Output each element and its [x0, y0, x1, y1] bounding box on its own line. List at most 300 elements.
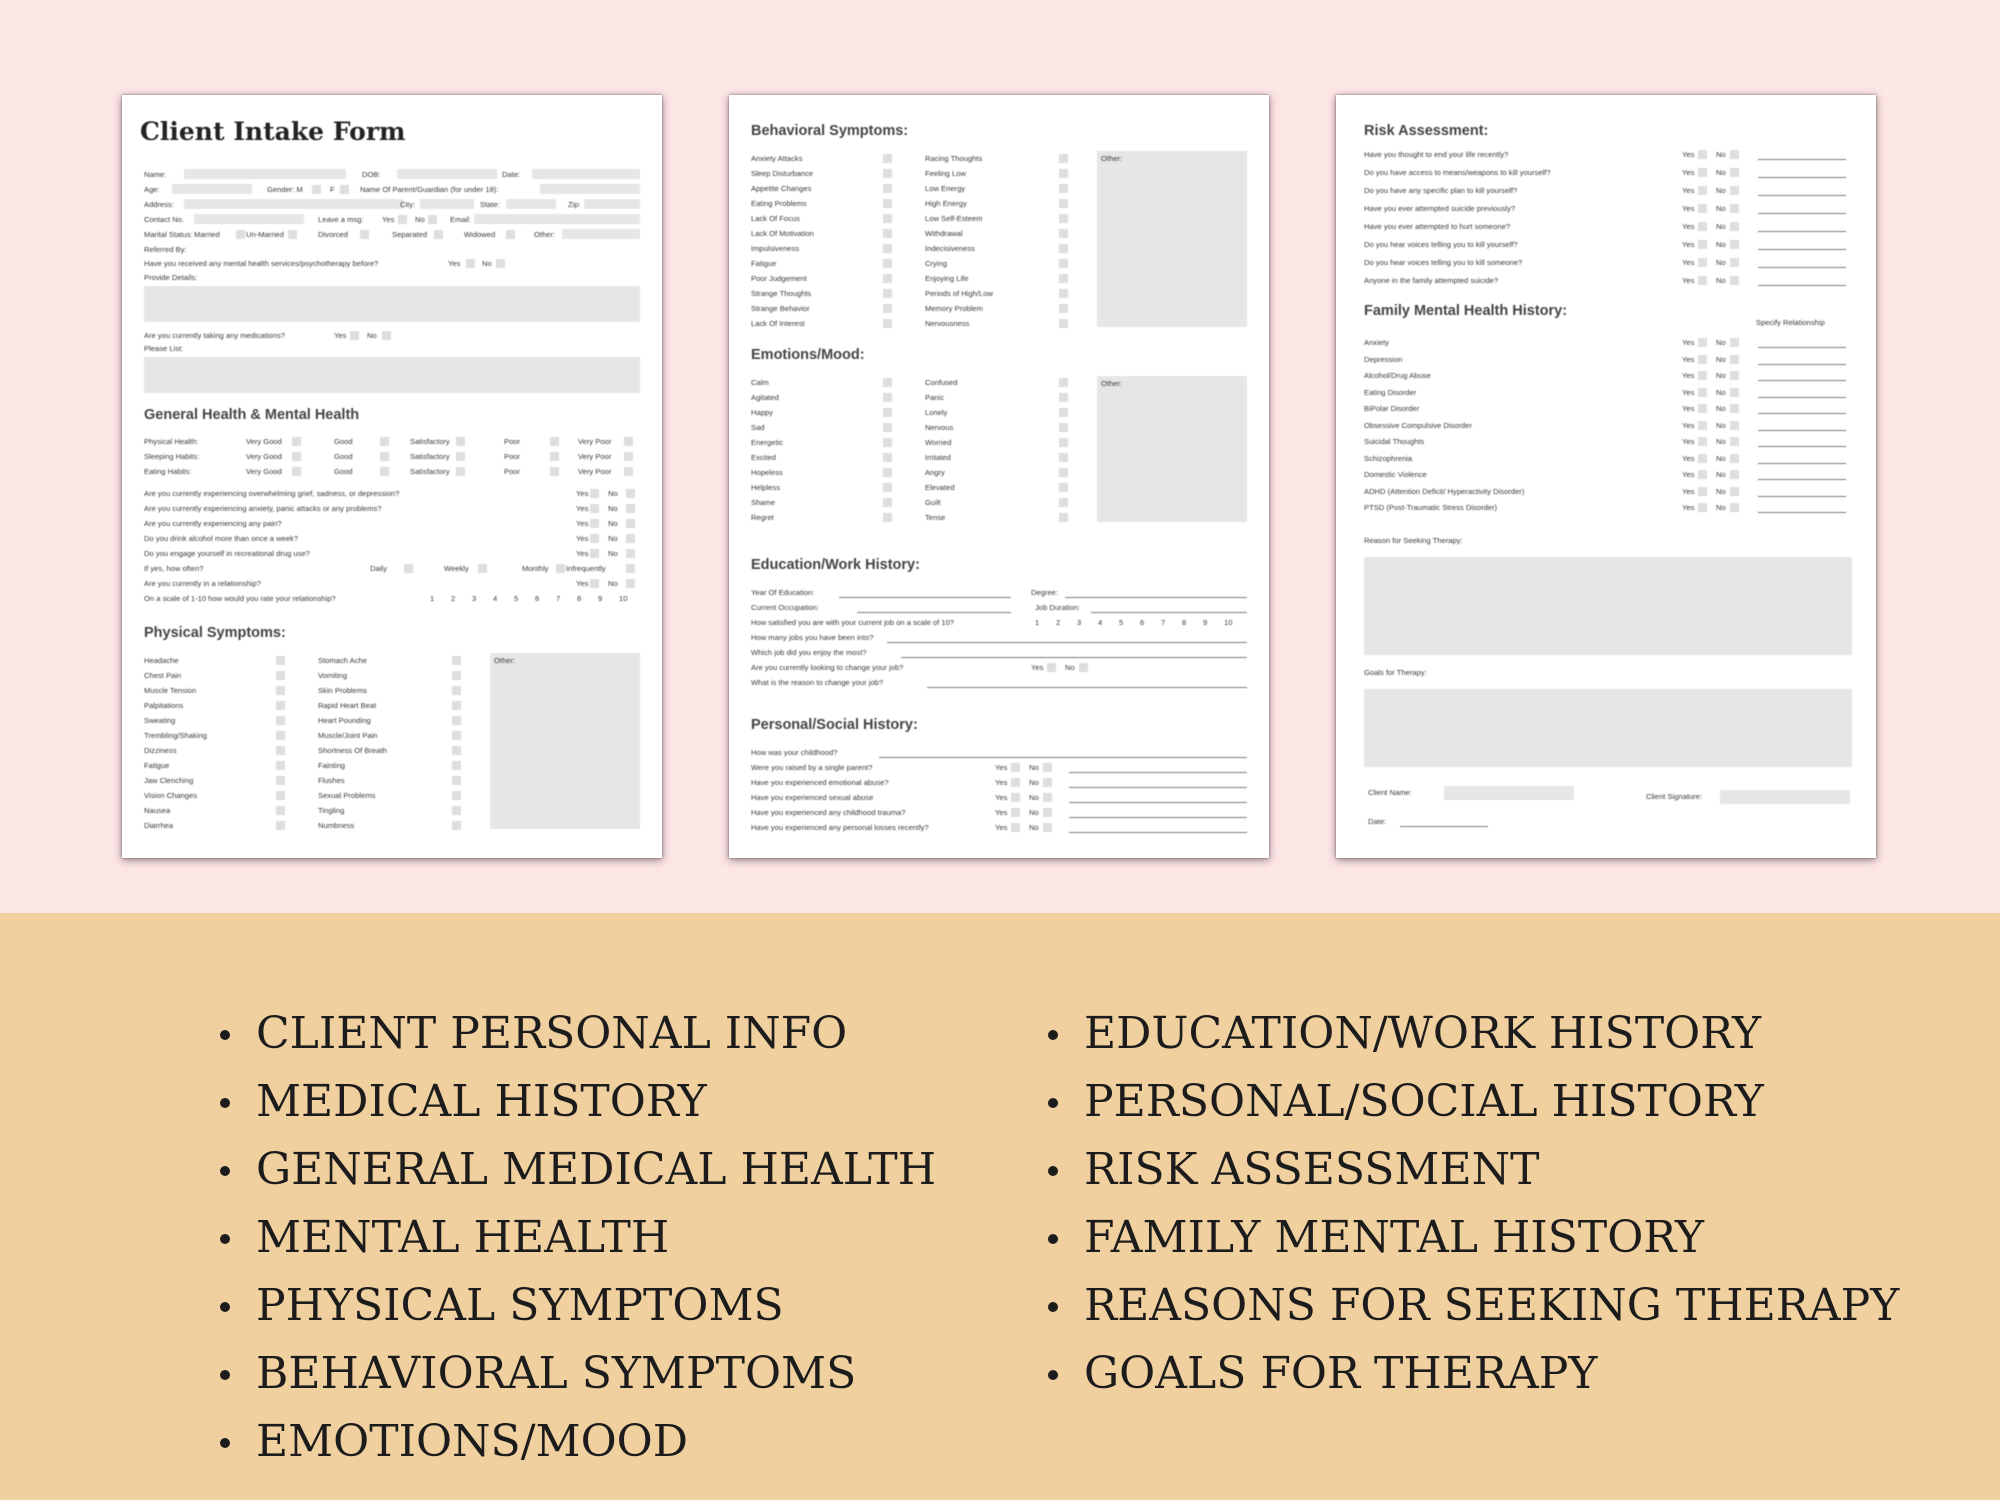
checkbox: [1059, 244, 1068, 253]
field-label: Separated: [392, 230, 428, 239]
field-label: Referred By:: [144, 245, 187, 254]
field-label: Monthly: [522, 564, 549, 573]
field-label: On a scale of 1-10 how would you rate your relationship?: [144, 594, 336, 603]
field-label: No: [1029, 823, 1039, 832]
checkbox: [1698, 168, 1707, 177]
checkbox: [478, 564, 487, 573]
symptom-label: Feeling Low: [925, 169, 966, 178]
field-label: No: [1716, 258, 1726, 267]
scale-number: 9: [598, 594, 603, 603]
answer-line: [887, 642, 1247, 643]
field-label: Reason for Seeking Therapy:: [1364, 536, 1463, 545]
checkbox: [292, 452, 301, 461]
symptom-label: Irritated: [925, 453, 951, 462]
field-label: Are you currently taking any medications?: [144, 331, 285, 340]
section-title: Family Mental Health History:: [1364, 303, 1568, 319]
field-label: No: [608, 489, 618, 498]
checkbox: [1698, 454, 1707, 463]
symptom-label: Vision Changes: [144, 791, 198, 800]
checkbox: [452, 701, 461, 710]
field-label: Anxiety: [1364, 338, 1389, 347]
section-title: Physical Symptoms:: [144, 625, 286, 641]
symptom-label: Anxiety Attacks: [751, 154, 803, 163]
field-label: No: [1029, 763, 1039, 772]
symptom-label: Strange Behavior: [751, 304, 810, 313]
field-label: Job Duration:: [1035, 603, 1081, 612]
field-label: Poor: [504, 452, 521, 461]
field-label: Specify Relationship: [1756, 318, 1825, 327]
checkbox: [1059, 453, 1068, 462]
field-label: No: [1716, 404, 1726, 413]
checkbox: [1011, 778, 1020, 787]
symptom-label: Dizziness: [144, 746, 177, 755]
checkbox: [1698, 437, 1707, 446]
checkbox: [883, 513, 892, 522]
symptom-label: Lack Of Interest: [751, 319, 805, 328]
other-box: [1097, 151, 1247, 327]
symptom-label: Nervousness: [925, 319, 970, 328]
answer-line: [901, 657, 1247, 658]
scale-number: 4: [493, 594, 498, 603]
feature-item: FAMILY MENTAL HISTORY: [1048, 1204, 1899, 1272]
checkbox: [452, 731, 461, 740]
checkbox: [1698, 355, 1707, 364]
checkbox: [1698, 388, 1707, 397]
text-field: [562, 229, 640, 239]
symptom-label: Headache: [144, 656, 179, 665]
field-label: Satisfactory: [410, 437, 450, 446]
answer-line: [1758, 285, 1846, 286]
answer-line: [927, 687, 1247, 688]
symptom-label: Sweating: [144, 716, 176, 725]
checkbox: [1698, 487, 1707, 496]
field-label: Satisfactory: [410, 452, 450, 461]
checkbox: [590, 519, 599, 528]
symptom-label: Enjoying Life: [925, 274, 969, 283]
answer-line: [1758, 397, 1846, 398]
field-label: How was your childhood?: [751, 748, 838, 757]
checkbox: [1698, 258, 1707, 267]
answer-line: [857, 612, 1011, 613]
checkbox: [1059, 498, 1068, 507]
section-title: Education/Work History:: [751, 557, 920, 573]
checkbox: [1698, 276, 1707, 285]
scale-number: 9: [1203, 618, 1208, 627]
field-label: Sleeping Habits:: [144, 452, 200, 461]
checkbox: [1730, 487, 1739, 496]
feature-item: REASONS FOR SEEKING THERAPY: [1048, 1272, 1899, 1340]
checkbox: [590, 549, 599, 558]
answer-line: [1758, 213, 1846, 214]
field-label: No: [1716, 186, 1726, 195]
text-field: [1444, 786, 1574, 800]
checkbox: [883, 214, 892, 223]
field-label: Yes: [995, 778, 1008, 787]
checkbox: [276, 656, 285, 665]
symptom-label: Shame: [751, 498, 776, 507]
checkbox: [456, 437, 465, 446]
other-box: [1097, 376, 1247, 522]
checkbox: [452, 776, 461, 785]
field-label: Yes: [576, 579, 589, 588]
checkbox: [626, 534, 635, 543]
field-label: No: [1716, 338, 1726, 347]
checkbox: [1059, 393, 1068, 402]
field-label: Good: [334, 437, 353, 446]
checkbox: [883, 468, 892, 477]
field-label: Have you experienced any personal losses recently?: [751, 823, 929, 832]
checkbox: [1059, 274, 1068, 283]
scale-number: 8: [1182, 618, 1187, 627]
symptom-label: Shortness Of Breath: [318, 746, 387, 755]
section-title: General Health & Mental Health: [144, 407, 360, 423]
checkbox: [550, 467, 559, 476]
symptom-label: Excited: [751, 453, 776, 462]
field-label: No: [1716, 276, 1726, 285]
answer-line: [1758, 430, 1846, 431]
field-label: How satisfied you are with your current job on a scale of 10?: [751, 618, 955, 627]
field-label: Address:: [144, 200, 174, 209]
field-label: Yes: [995, 763, 1008, 772]
checkbox: [1043, 808, 1052, 817]
checkbox: [1011, 763, 1020, 772]
text-field: [506, 199, 556, 209]
checkbox: [340, 185, 349, 194]
reason-box: [1364, 557, 1852, 655]
field-label: Yes: [382, 215, 395, 224]
checkbox: [496, 259, 505, 268]
answer-line: [1758, 364, 1846, 365]
field-label: Are you currently looking to change your job?: [751, 663, 904, 672]
field-label: Yes: [1682, 258, 1695, 267]
checkbox: [1730, 338, 1739, 347]
symptom-label: Sleep Disturbance: [751, 169, 814, 178]
field-label: Do you hear voices telling you to kill yourself?: [1364, 240, 1518, 249]
symptom-label: Guilt: [925, 498, 941, 507]
symptom-label: Tingling: [318, 806, 345, 815]
answer-line: [1069, 817, 1247, 818]
checkbox: [382, 331, 391, 340]
checkbox: [883, 438, 892, 447]
field-label: Provide Details:: [144, 273, 198, 282]
feature-item: RISK ASSESSMENT: [1048, 1136, 1899, 1204]
field-label: Yes: [576, 489, 589, 498]
checkbox: [883, 274, 892, 283]
symptom-label: Heart Pounding: [318, 716, 371, 725]
symptom-label: Poor Judgement: [751, 274, 807, 283]
checkbox: [452, 746, 461, 755]
feature-item: GENERAL MEDICAL HEALTH: [220, 1136, 936, 1204]
answer-line: [1758, 347, 1846, 348]
checkbox: [276, 701, 285, 710]
field-label: Yes: [1682, 437, 1695, 446]
form-title: Client Intake Form: [140, 117, 406, 146]
answer-line: [1758, 512, 1846, 513]
section-title: Personal/Social History:: [751, 717, 918, 733]
field-label: Do you have any specific plan to kill yourself?: [1364, 186, 1518, 195]
symptom-label: Fatigue: [751, 259, 777, 268]
field-label: Alcohol/Drug Abuse: [1364, 371, 1431, 380]
field-label: Un-Married: [246, 230, 284, 239]
field-label: Were you raised by a single parent?: [751, 763, 873, 772]
checkbox: [1730, 404, 1739, 413]
answer-line: [1758, 195, 1846, 196]
field-label: Year Of Education:: [751, 588, 815, 597]
section-title: Behavioral Symptoms:: [751, 123, 909, 139]
page-risk: [1336, 95, 1876, 858]
answer-line: [1758, 249, 1846, 250]
answer-line: [1091, 612, 1247, 613]
feature-item: BEHAVIORAL SYMPTOMS: [220, 1340, 936, 1408]
checkbox: [1059, 154, 1068, 163]
field-label: Eating Disorder: [1364, 387, 1417, 397]
page-1-content: [122, 95, 662, 858]
checkbox: [590, 489, 599, 498]
symptom-label: Lack Of Focus: [751, 214, 800, 223]
text-field: [584, 199, 640, 209]
symptom-label: Low Energy: [925, 184, 966, 193]
checkbox: [1059, 468, 1068, 477]
field-label: Yes: [995, 793, 1008, 802]
scale-number: 10: [1224, 618, 1233, 627]
checkbox: [883, 169, 892, 178]
symptom-label: Fainting: [318, 761, 346, 770]
checkbox: [624, 452, 633, 461]
answer-line: [1069, 787, 1247, 788]
field-label: No: [367, 331, 377, 340]
field-label: Yes: [576, 549, 589, 558]
field-label: No: [608, 504, 618, 513]
field-label: Yes: [1682, 276, 1695, 285]
field-label: Other:: [534, 230, 556, 239]
checkbox: [506, 230, 515, 239]
checkbox: [1059, 259, 1068, 268]
checkbox: [452, 761, 461, 770]
field-label: Have you ever attempted suicide previously?: [1364, 204, 1516, 213]
checkbox: [1698, 150, 1707, 159]
field-label: Yes: [1682, 371, 1695, 380]
field-label: Do you drink alcohol more than once a week?: [144, 534, 299, 543]
checkbox: [626, 519, 635, 528]
symptom-label: High Energy: [925, 199, 967, 208]
checkbox: [1698, 503, 1707, 512]
checkbox: [1043, 763, 1052, 772]
field-label: Yes: [1682, 486, 1695, 496]
field-label: Very Good: [246, 437, 282, 446]
checkbox: [404, 564, 413, 573]
symptom-label: Numbness: [318, 821, 355, 830]
checkbox: [452, 716, 461, 725]
field-label: Yes: [1682, 168, 1695, 177]
checkbox: [466, 259, 475, 268]
checkbox: [550, 452, 559, 461]
field-label: No: [1029, 808, 1039, 817]
field-label: No: [1716, 503, 1726, 512]
field-label: Yes: [1031, 663, 1044, 672]
field-label: Yes: [576, 504, 589, 513]
answer-line: [1758, 231, 1846, 232]
checkbox: [1698, 222, 1707, 231]
checkbox: [883, 154, 892, 163]
symptom-label: Energetic: [751, 438, 784, 447]
feature-item: MEDICAL HISTORY: [220, 1068, 936, 1136]
field-label: F: [330, 185, 335, 194]
checkbox: [276, 671, 285, 680]
symptom-label: Tense: [925, 513, 946, 522]
checkbox: [883, 378, 892, 387]
symptom-label: Calm: [751, 378, 769, 387]
symptom-label: Muscle Tension: [144, 686, 197, 695]
text-field: [420, 199, 474, 209]
checkbox: [350, 331, 359, 340]
symptom-label: Jaw Clenching: [144, 776, 194, 785]
checkbox: [456, 467, 465, 476]
field-label: Other:: [494, 656, 516, 665]
field-label: Depression: [1364, 354, 1403, 364]
scale-number: 4: [1098, 618, 1103, 627]
checkbox: [1698, 371, 1707, 380]
answer-line: [1758, 463, 1846, 464]
checkbox: [626, 504, 635, 513]
field-label: Yes: [1682, 240, 1695, 249]
field-label: No: [415, 215, 425, 224]
page-2-content: [729, 95, 1269, 858]
symptom-label: Panic: [925, 393, 944, 402]
checkbox: [276, 806, 285, 815]
goals-box: [1364, 689, 1852, 767]
symptom-label: Memory Problem: [925, 304, 983, 313]
section-title: Risk Assessment:: [1364, 123, 1489, 139]
checkbox: [452, 671, 461, 680]
answer-line: [1069, 802, 1247, 803]
checkbox: [883, 259, 892, 268]
field-label: Poor: [504, 467, 521, 476]
checkbox: [452, 686, 461, 695]
field-label: Weekly: [444, 564, 469, 573]
answer-line: [1758, 380, 1846, 381]
field-label: Very Poor: [578, 437, 612, 446]
checkbox: [1011, 808, 1020, 817]
field-label: Schizophrenia: [1364, 453, 1413, 463]
field-label: Yes: [448, 259, 461, 268]
scale-number: 6: [535, 594, 540, 603]
checkbox: [380, 452, 389, 461]
checkbox: [550, 437, 559, 446]
checkbox: [456, 452, 465, 461]
scale-number: 10: [619, 594, 628, 603]
scale-number: 8: [577, 594, 582, 603]
field-label: Yes: [1682, 453, 1695, 463]
checkbox: [1059, 169, 1068, 178]
field-label: Have you experienced emotional abuse?: [751, 778, 889, 787]
checkbox: [1698, 470, 1707, 479]
field-label: Which job did you enjoy the most?: [751, 648, 867, 657]
field-label: ADHD (Attention Deficit/ Hyperactivity Disorder): [1364, 486, 1525, 496]
checkbox: [276, 716, 285, 725]
checkbox: [288, 230, 297, 239]
field-label: Satisfactory: [410, 467, 450, 476]
symptom-label: Worried: [925, 438, 952, 447]
field-label: Yes: [1682, 420, 1695, 430]
text-field: [172, 184, 252, 194]
checkbox: [883, 483, 892, 492]
checkbox: [452, 656, 461, 665]
field-label: Date:: [1368, 817, 1387, 826]
checkbox: [276, 791, 285, 800]
checkbox: [1059, 378, 1068, 387]
scale-number: 7: [556, 594, 561, 603]
symptom-label: Agitated: [751, 393, 779, 402]
checkbox: [1043, 778, 1052, 787]
field-label: Very Poor: [578, 452, 612, 461]
checkbox: [1059, 184, 1068, 193]
scale-number: 7: [1161, 618, 1166, 627]
field-label: PTSD (Post-Traumatic Stress Disorder): [1364, 503, 1498, 512]
checkbox: [1730, 503, 1739, 512]
field-label: Yes: [1682, 404, 1695, 413]
symptom-label: Skin Problems: [318, 686, 367, 695]
field-label: Degree:: [1031, 588, 1059, 597]
field-label: No: [1716, 486, 1726, 496]
feature-item: PHYSICAL SYMPTOMS: [220, 1272, 936, 1340]
checkbox: [883, 423, 892, 432]
symptom-label: Vomiting: [318, 671, 348, 680]
checkbox: [1730, 276, 1739, 285]
checkbox: [590, 579, 599, 588]
symptom-label: Racing Thoughts: [925, 154, 983, 163]
field-label: Very Good: [246, 467, 282, 476]
checkbox: [276, 821, 285, 830]
field-label: Divorced: [318, 230, 348, 239]
checkbox: [590, 534, 599, 543]
checkbox: [452, 791, 461, 800]
checkbox: [1043, 823, 1052, 832]
symptom-label: Rapid Heart Beat: [318, 701, 377, 710]
text-field: [184, 169, 346, 179]
checkbox: [883, 289, 892, 298]
field-label: Age:: [144, 185, 160, 194]
field-label: Date:: [502, 170, 521, 179]
checkbox: [1730, 150, 1739, 159]
field-label: Good: [334, 467, 353, 476]
page-client-intake: [122, 95, 662, 858]
field-label: No: [1716, 222, 1726, 231]
checkbox: [1059, 319, 1068, 328]
checkbox: [883, 498, 892, 507]
symptom-label: Nausea: [144, 806, 171, 815]
checkbox: [883, 199, 892, 208]
field-label: Physical Health:: [144, 437, 199, 446]
field-label: Gender: M: [267, 185, 303, 194]
checkbox: [1059, 214, 1068, 223]
text-field: [184, 199, 404, 209]
field-label: No: [482, 259, 492, 268]
checkbox: [1047, 663, 1056, 672]
scale-number: 6: [1140, 618, 1145, 627]
checkbox: [1730, 371, 1739, 380]
checkbox: [1043, 793, 1052, 802]
text-field: [397, 169, 497, 179]
scale-number: 2: [1056, 618, 1061, 627]
symptom-label: Low Self-Esteem: [925, 214, 983, 223]
symptom-label: Angry: [925, 468, 945, 477]
field-label: Yes: [1682, 387, 1695, 397]
field-label: Please List:: [144, 344, 184, 353]
page-behavioral: [729, 95, 1269, 858]
field-label: BiPolar Disorder: [1364, 404, 1420, 413]
symptom-label: Periods of High/Low: [925, 289, 993, 298]
symptom-label: Fatigue: [144, 761, 170, 770]
